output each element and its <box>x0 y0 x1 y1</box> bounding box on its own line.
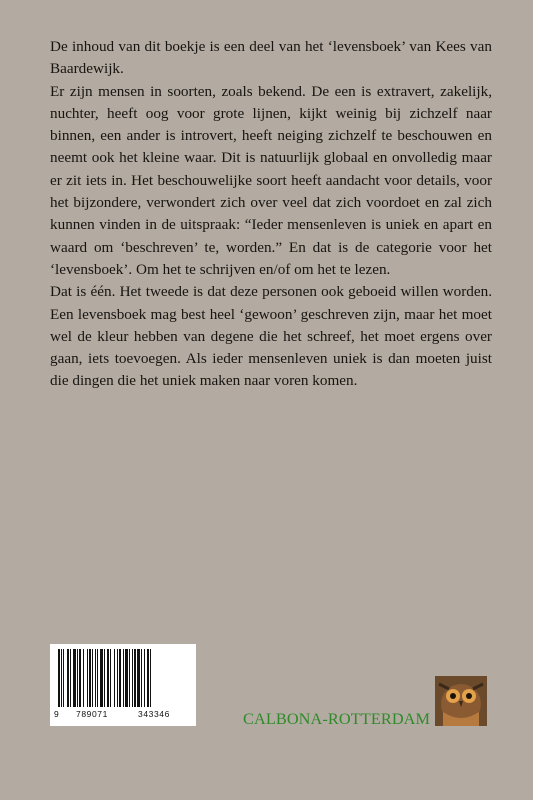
publisher-name: CALBONA-ROTTERDAM <box>243 709 431 728</box>
back-cover-text <box>50 36 492 393</box>
barcode-lead-digit: 9 <box>54 709 60 719</box>
isbn-barcode <box>50 644 196 726</box>
owl-logo-icon <box>435 676 487 726</box>
paragraph-kinds: Er zijn mensen in soorten, zoals bekend. De een is extravert, zakelijk, nuchter, heeft oog voor grote lijnen, kijkt weinig bij zichzelf naar binnen, een ander is introvert, heeft neiging zichzelf te beschouwen en neemt ook het kleine waar. Dit is natuurlijk globaal en onvolledig maar er zit iets in. Het beschouwelijke soort heeft aandacht voor details, voor het bijzondere, verwondert zich over veel dat zich voordoet en zal zich kunnen vinden in de uitspraak: “Ieder mensenleven is uniek en apart en waard om ‘beschreven’ te, worden.” En dat is de categorie voor het ‘levensboek’. Om het te schrijven en/of om het te lezen. <box>50 82 492 278</box>
barcode-bars <box>58 649 188 709</box>
barcode-right-group: 343346 <box>138 709 170 719</box>
paragraph-second: Dat is één. Het tweede is dat deze personen ook geboeid willen worden. Een levensboek mag best heel ‘gewoon’ geschreven zijn, maar het moet wel de kleur hebben van degene die het schreef, het moet ergens over gaan, iets toevoegen. Als ieder mensenleven uniek is dan moeten juist die dingen die het uniek maken naar voren komen. <box>50 283 492 390</box>
barcode-left-group: 789071 <box>76 709 108 719</box>
paragraph-intro: De inhoud van dit boekje is een deel van het ‘levensboek’ van Kees van Baardewijk. <box>50 38 492 78</box>
